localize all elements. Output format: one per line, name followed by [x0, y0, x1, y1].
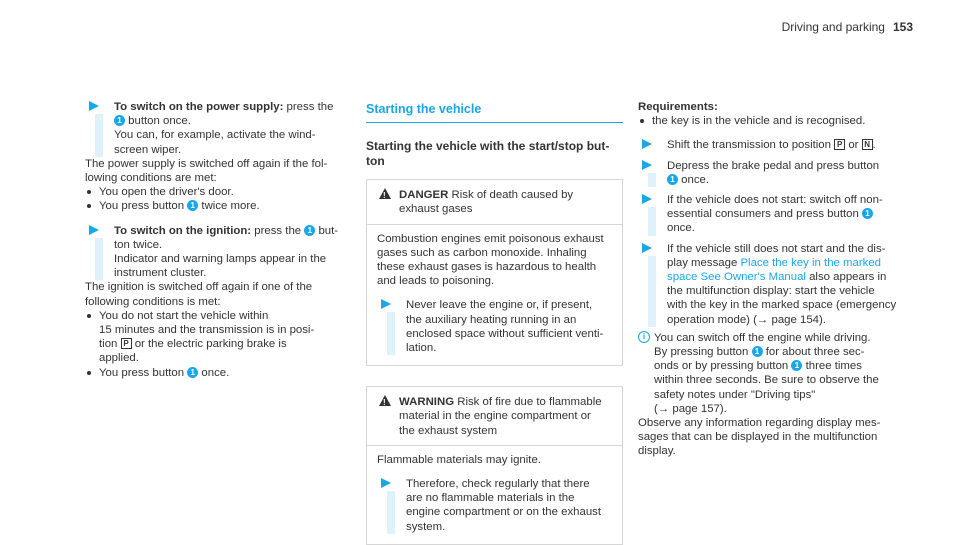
text: ( [654, 402, 658, 415]
text: play message [667, 256, 738, 269]
text: once. [198, 366, 230, 379]
text: 15 minutes and the transmission is in posi- [99, 324, 315, 337]
button-1-icon: 1 [752, 346, 763, 357]
step-shift [638, 138, 910, 152]
text: button once. [125, 115, 191, 128]
step-bar [648, 173, 656, 187]
text: Never leave the engine or, if present, [406, 299, 593, 312]
arrow-icon: → [657, 402, 670, 415]
danger-heading [377, 188, 612, 216]
warning-triangle-icon [379, 188, 391, 199]
text: The power supply is switched off again if the fol- [85, 157, 328, 170]
text: the auxiliary heating running in an [406, 313, 577, 326]
step-arrow-icon [642, 194, 652, 204]
button-1-icon: 1 [791, 360, 802, 371]
button-1-icon: 1 [667, 174, 678, 185]
info-icon: i [638, 331, 650, 343]
text: exhaust gases [399, 203, 473, 216]
text: press the [283, 101, 334, 113]
step-arrow-icon [381, 299, 391, 309]
step-brake [638, 159, 910, 187]
text: Shift the transmission to position [667, 139, 831, 152]
list-item [85, 366, 340, 380]
text: or [845, 139, 859, 152]
danger-box [366, 179, 623, 366]
text: but- [315, 224, 339, 237]
text: once. [667, 222, 695, 235]
text: Flammable materials may ignite. [377, 453, 541, 466]
text: twice more. [198, 200, 260, 213]
text: instrument cluster. [114, 267, 207, 280]
subsection-title [366, 139, 623, 169]
text: for about three sec- [762, 346, 865, 359]
text: within three seconds. Be sure to observe the [654, 374, 879, 387]
step-ignition [85, 224, 340, 281]
text: system. [406, 520, 446, 533]
section-name: Driving and parking [781, 20, 885, 34]
text: onds or by pressing button [654, 360, 789, 373]
text: . [872, 139, 876, 152]
text: with the key in the marked space (emergency [667, 299, 897, 312]
text: also appears in [805, 271, 887, 284]
page-reference-link[interactable]: page 154). [771, 313, 826, 326]
text: material in the engine compartment or [399, 410, 591, 423]
park-position-icon: P [121, 338, 132, 349]
text: display. [638, 445, 676, 458]
info-note [638, 331, 910, 416]
warning-heading [377, 395, 612, 438]
page-header [782, 20, 913, 34]
danger-step [377, 298, 612, 355]
text: You can switch off the engine while driving. [654, 331, 871, 344]
text: Risk of death caused by [448, 189, 574, 202]
text: once. [678, 173, 710, 186]
step-bar [387, 312, 395, 355]
text: ton [366, 154, 385, 169]
text: three times [802, 360, 862, 373]
step-bar [95, 114, 103, 157]
button-1-icon: 1 [114, 115, 125, 126]
text: The ignition is switched off again if one of the [85, 281, 313, 294]
display-message: Place the key in the marked [740, 256, 882, 269]
column-left [85, 100, 340, 380]
step-arrow-icon [89, 101, 99, 111]
step-bar [648, 256, 656, 327]
text: operation mode) ( [667, 313, 757, 326]
text: sages that can be displayed in the multifunction [638, 431, 878, 444]
text: Combustion engines emit poisonous exhaust [377, 232, 604, 245]
text: the exhaust system [399, 424, 498, 437]
park-position-icon: P [834, 139, 845, 150]
button-1-icon: 1 [187, 200, 198, 211]
text: You do not start the vehicle within [99, 309, 269, 322]
text: engine compartment or on the exhaust [406, 506, 602, 519]
text: Indicator and warning lamps appear in the [114, 253, 327, 266]
text: screen wiper. [114, 143, 182, 156]
text: press the [251, 224, 302, 237]
list-item [85, 309, 340, 366]
step-arrow-icon [89, 225, 99, 235]
text: and leads to poisoning. [377, 275, 495, 288]
text: ton twice. [114, 238, 163, 251]
button-1-icon: 1 [187, 367, 198, 378]
text: the multifunction display: start the vehicle [667, 285, 875, 298]
neutral-position-icon: N [862, 139, 873, 150]
button-1-icon: 1 [862, 208, 873, 219]
step-bar [95, 238, 103, 281]
step-bar [648, 207, 656, 236]
text: If the vehicle still does not start and the dis- [667, 242, 886, 255]
display-message: space See Owner's Manual [667, 271, 806, 284]
list-item: You open the driver's door. [85, 185, 340, 199]
requirements-heading: Requirements: [638, 101, 718, 113]
button-1-icon: 1 [304, 225, 315, 236]
text: lowing conditions are met: [85, 172, 217, 185]
text: lation. [406, 342, 437, 355]
column-middle [366, 102, 623, 545]
text: essential consumers and press button [667, 208, 859, 221]
list-item: the key is in the vehicle and is recognised. [638, 114, 910, 128]
text: You press button [99, 200, 185, 213]
danger-label: DANGER [399, 189, 449, 202]
warning-step [377, 477, 612, 534]
warning-box [366, 386, 623, 545]
text: safety notes under "Driving tips" [654, 388, 816, 401]
text: Starting the vehicle with the start/stop but- [366, 139, 610, 154]
warning-label: WARNING [399, 396, 455, 409]
step-arrow-icon [642, 243, 652, 253]
step-title: To switch on the power supply: [114, 101, 284, 113]
text: You press button [99, 366, 185, 379]
text: By pressing button [654, 346, 749, 359]
step-arrow-icon [642, 139, 652, 149]
step-arrow-icon [381, 478, 391, 488]
text: You can, for example, activate the wind- [114, 129, 316, 142]
page-reference-link[interactable]: page 157). [672, 402, 727, 415]
text: Observe any information regarding display mes- [638, 417, 881, 430]
arrow-icon: → [756, 313, 769, 326]
text: gases such as carbon monoxide. Inhaling [377, 246, 587, 259]
text: If the vehicle does not start: switch off non- [667, 194, 883, 207]
step-bar [387, 491, 395, 534]
list-item [85, 199, 340, 213]
text: are no flammable materials in the [406, 492, 575, 505]
text: applied. [99, 352, 139, 365]
text: Therefore, check regularly that there [406, 478, 590, 491]
step-emergency [638, 242, 910, 327]
text: following conditions is met: [85, 295, 221, 308]
text: tion [99, 338, 118, 351]
page-number: 153 [892, 20, 913, 34]
step-title: To switch on the ignition: [114, 224, 252, 237]
warning-triangle-icon [379, 395, 391, 406]
section-title: Starting the vehicle [366, 102, 623, 123]
text: Depress the brake pedal and press button [667, 159, 880, 172]
text: these exhaust gases is hazardous to health [377, 261, 597, 274]
text: or the electric parking brake is [131, 338, 287, 351]
step-no-start [638, 193, 910, 236]
text: enclosed space without sufficient venti- [406, 327, 604, 340]
step-power-supply [85, 100, 340, 157]
text: Risk of fire due to flammable [454, 396, 602, 409]
column-right [638, 100, 910, 459]
step-arrow-icon [642, 160, 652, 170]
